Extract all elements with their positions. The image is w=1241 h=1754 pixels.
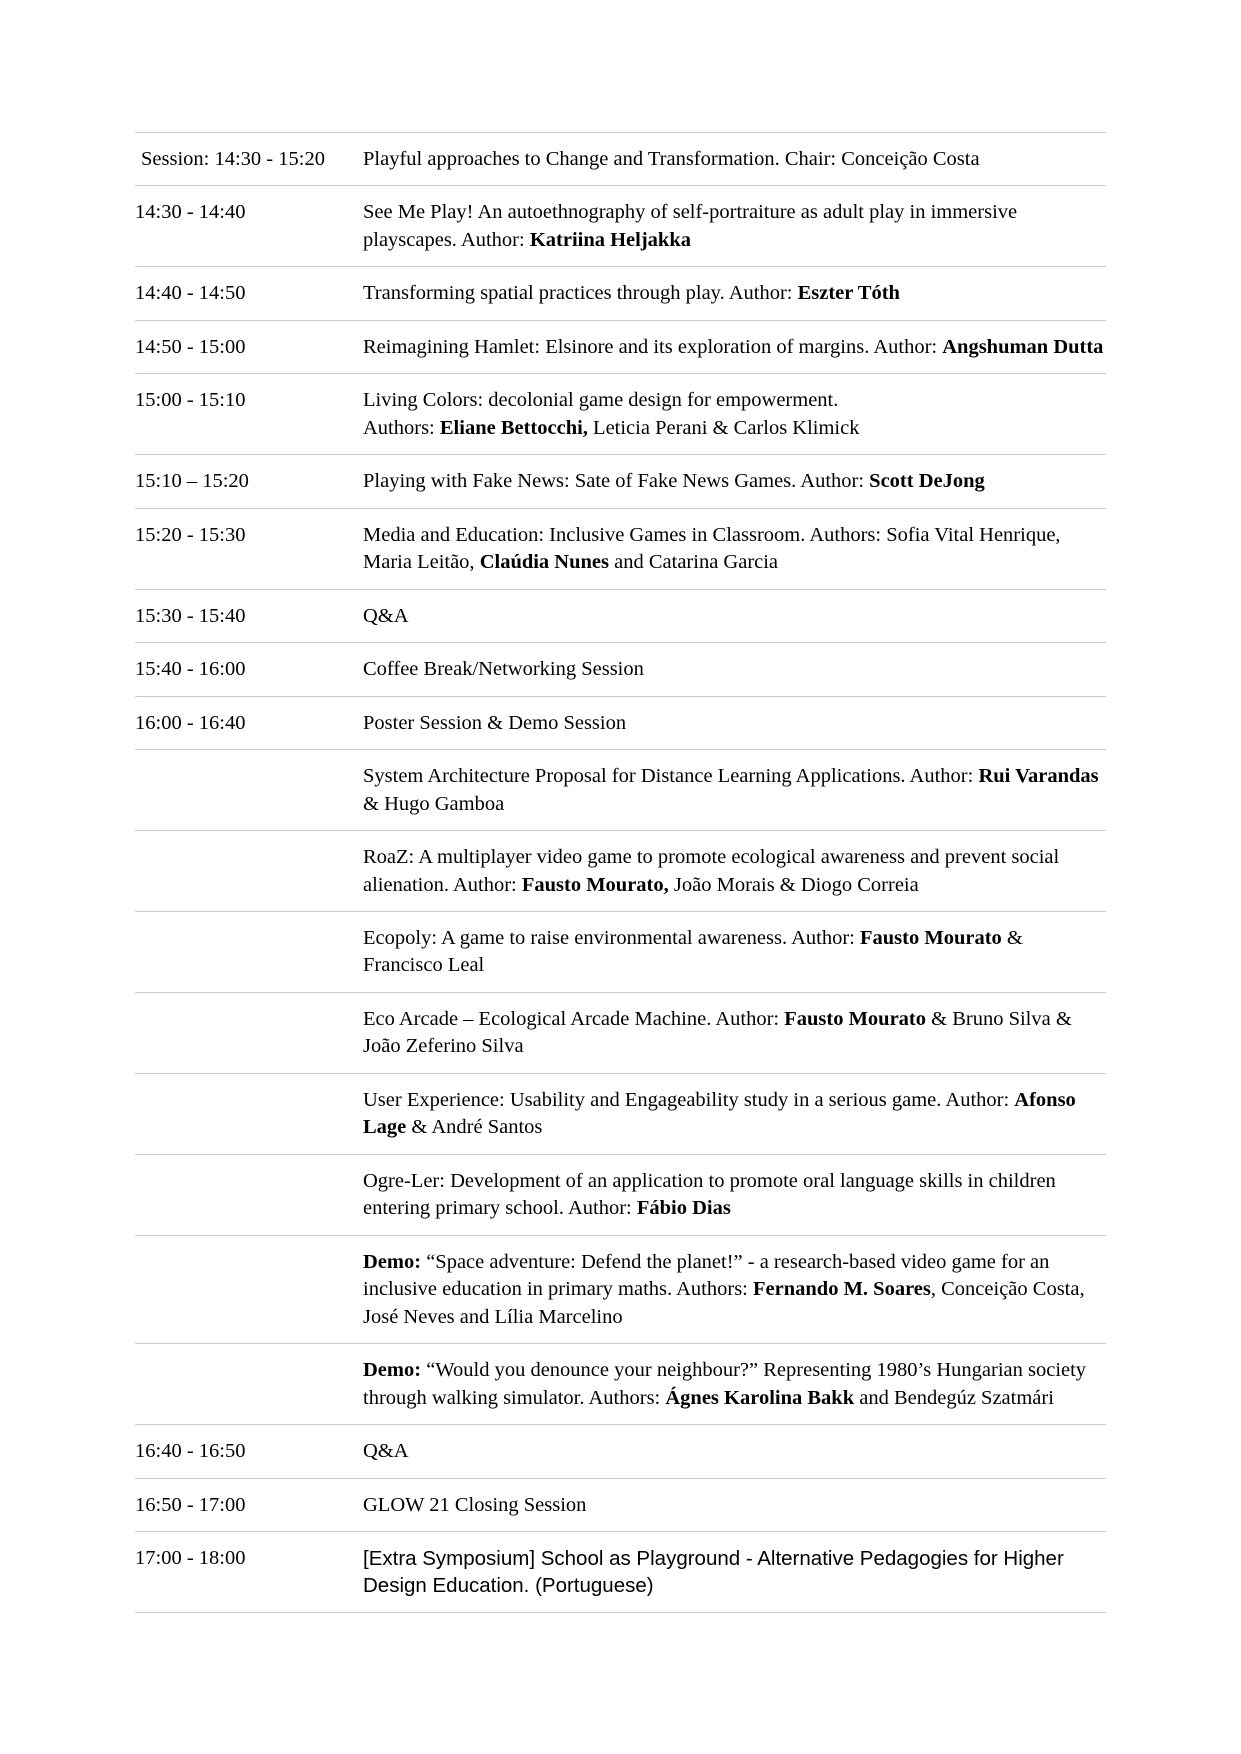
description-text: “Would you denounce your neighbour?” Representing 1980’s Hungarian society through walking simulator. Authors: — [363, 1359, 1087, 1409]
table-row — [135, 831, 1106, 912]
description-text: João Morais & Diogo Correia — [668, 873, 919, 896]
schedule-time: 17:00 - 18:00 — [135, 1547, 246, 1569]
table-row — [135, 186, 1106, 267]
author-name: Demo: — [363, 1359, 422, 1382]
schedule-description — [363, 267, 1106, 320]
schedule-description — [363, 1235, 1106, 1343]
schedule-time: 15:20 - 15:30 — [135, 523, 246, 546]
description-text: Playing with Fake News: Sate of Fake News Games. Author: — [363, 470, 870, 493]
schedule-time: 16:50 - 17:00 — [135, 1493, 246, 1516]
schedule-description — [363, 643, 1106, 696]
description-text: and Bendegúz Szatmári — [854, 1386, 1054, 1409]
description-text: Authors: — [363, 416, 440, 439]
table-row — [135, 508, 1106, 589]
description-text: GLOW 21 Closing Session — [363, 1493, 587, 1516]
table-row — [135, 643, 1106, 696]
schedule-time: 14:40 - 14:50 — [135, 282, 246, 305]
schedule-time: 15:40 - 16:00 — [135, 658, 246, 681]
description-text: Leticia Perani & Carlos Klimick — [587, 416, 860, 439]
description-text: Q&A — [363, 604, 409, 627]
description-text: Ogre-Ler: Development of an application to promote oral language skills in children entering primary school. Author: — [363, 1169, 1056, 1220]
schedule-description — [363, 1154, 1106, 1235]
table-row — [135, 455, 1106, 508]
schedule-table — [135, 132, 1106, 1613]
schedule-description — [363, 1532, 1106, 1613]
schedule-time — [135, 911, 363, 992]
description-text: RoaZ: A multiplayer video game to promote ecological awareness and prevent social alienation. Author: — [363, 846, 1060, 896]
schedule-description — [363, 133, 1106, 186]
description-text: & Bruno Silva & João Zeferino Silva — [363, 1007, 1072, 1058]
description-text: and Catarina Garcia — [609, 551, 779, 574]
schedule-time: 14:30 - 14:40 — [135, 201, 246, 224]
table-row — [135, 1073, 1106, 1154]
schedule-time — [135, 1235, 363, 1343]
author-name: Claúdia Nunes — [479, 551, 609, 574]
table-row — [135, 133, 1106, 186]
table-row — [135, 589, 1106, 642]
schedule-description — [363, 1073, 1106, 1154]
description-text: Living Colors: decolonial game design for empowerment. — [363, 389, 839, 412]
schedule-time: 15:30 - 15:40 — [135, 604, 246, 627]
author-name: Fausto Mourato, — [521, 873, 669, 896]
author-name: Katriina Heljakka — [529, 228, 691, 251]
schedule-description — [363, 992, 1106, 1073]
description-text: Q&A — [363, 1440, 409, 1463]
author-name: Fausto Mourato — [860, 926, 1002, 949]
author-name: Fausto Mourato — [784, 1007, 927, 1030]
table-row — [135, 1478, 1106, 1531]
author-name: Angshuman Dutta — [942, 335, 1104, 358]
schedule-description — [363, 1425, 1106, 1478]
schedule-time: 15:00 - 15:10 — [135, 389, 246, 412]
table-row — [135, 911, 1106, 992]
schedule-time: Session: 14:30 - 15:20 — [141, 148, 325, 170]
schedule-time: 16:00 - 16:40 — [135, 711, 246, 734]
schedule-description — [363, 750, 1106, 831]
schedule-time: 15:10 – 15:20 — [135, 470, 249, 493]
author-name: Eszter Tóth — [797, 282, 900, 305]
description-text: Ecopoly: A game to raise environmental awareness. Author: — [363, 926, 860, 949]
schedule-time — [135, 992, 363, 1073]
schedule-description — [363, 374, 1106, 455]
table-row — [135, 1235, 1106, 1343]
table-row — [135, 750, 1106, 831]
description-text: & Hugo Gamboa — [363, 792, 505, 815]
description-text: Media and Education: Inclusive Games in Classroom. Authors: Sofia Vital Henrique, Maria Leitão, — [363, 523, 1061, 574]
schedule-description — [363, 320, 1106, 373]
description-text: See Me Play! An autoethnography of self-portraiture as adult play in immersive playscapes. Author: — [363, 201, 1018, 251]
description-text: “Space adventure: Defend the planet!” - a research-based video game for an inclusive education in primary maths. Authors: — [363, 1250, 1050, 1301]
schedule-time — [135, 831, 363, 912]
table-row — [135, 992, 1106, 1073]
schedule-description — [363, 696, 1106, 749]
description-text: Eco Arcade – Ecological Arcade Machine. Author: — [363, 1007, 785, 1030]
schedule-time — [135, 750, 363, 831]
schedule-time: 14:50 - 15:00 — [135, 335, 246, 358]
description-text: Reimagining Hamlet: Elsinore and its exploration of margins. Author: — [363, 335, 943, 358]
table-row — [135, 1425, 1106, 1478]
schedule-description — [363, 186, 1106, 267]
schedule-description — [363, 911, 1106, 992]
schedule-description — [363, 831, 1106, 912]
schedule-description — [363, 1344, 1106, 1425]
schedule-time — [135, 1344, 363, 1425]
schedule-description — [363, 508, 1106, 589]
table-row — [135, 696, 1106, 749]
schedule-description — [363, 1478, 1106, 1531]
description-text: & Francisco Leal — [363, 926, 1023, 977]
author-name: Ágnes Karolina Bakk — [665, 1386, 855, 1409]
author-name: Fernando M. Soares — [753, 1278, 931, 1301]
table-row — [135, 1532, 1106, 1613]
schedule-time — [135, 1073, 363, 1154]
description-text: Playful approaches to Change and Transformation. Chair: Conceição Costa — [363, 148, 980, 170]
description-text: User Experience: Usability and Engageability study in a serious game. Author: — [363, 1088, 1015, 1111]
schedule-time — [135, 1154, 363, 1235]
table-row — [135, 320, 1106, 373]
description-text: Poster Session & Demo Session — [363, 711, 627, 734]
table-row — [135, 267, 1106, 320]
description-text: System Architecture Proposal for Distance Learning Applications. Author: — [363, 765, 979, 788]
author-name: Eliane Bettocchi, — [439, 416, 588, 439]
schedule-description — [363, 589, 1106, 642]
author-name: Afonso Lage — [363, 1088, 1076, 1139]
schedule-time: 16:40 - 16:50 — [135, 1440, 246, 1463]
table-row — [135, 374, 1106, 455]
author-name: Demo: — [363, 1250, 422, 1273]
author-name: Rui Varandas — [978, 765, 1099, 788]
author-name: Scott DeJong — [869, 470, 985, 493]
description-text: & André Santos — [406, 1116, 543, 1139]
author-name: Fábio Dias — [636, 1197, 731, 1220]
description-text: [Extra Symposium] School as Playground - Alternative Pedagogies for Higher Design Education. (Portuguese) — [363, 1547, 1064, 1598]
description-text: , Conceição Costa, José Neves and Lília Marcelino — [363, 1278, 1085, 1328]
schedule-table-body — [135, 133, 1106, 1613]
table-row — [135, 1344, 1106, 1425]
description-text: Coffee Break/Networking Session — [363, 658, 644, 681]
table-row — [135, 1154, 1106, 1235]
schedule-description — [363, 455, 1106, 508]
description-text: Transforming spatial practices through play. Author: — [363, 282, 798, 305]
